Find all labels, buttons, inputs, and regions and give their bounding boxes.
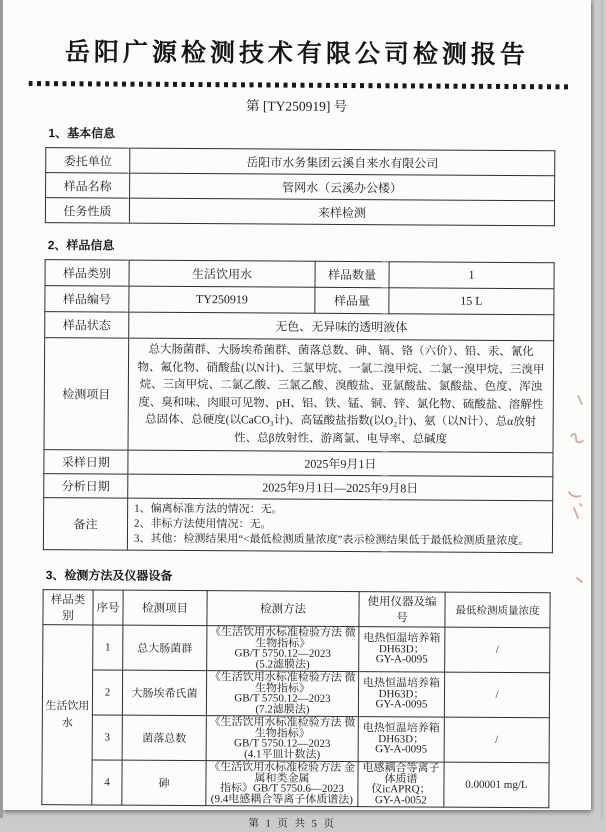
- label-cell: 备注: [43, 498, 127, 551]
- remark-line: 1、偏离标准方法的情况：无。: [134, 502, 283, 516]
- sample-info-table: [43, 259, 555, 553]
- label-cell: 样品量: [315, 287, 389, 313]
- table-row: [43, 625, 550, 673]
- test-item-cell: 总大肠菌群: [123, 625, 207, 671]
- table-row: [42, 760, 549, 808]
- table-row: [43, 498, 552, 553]
- label-cell: 样品数量: [315, 261, 389, 287]
- table-row: [45, 286, 554, 315]
- value-cell: TY250919: [129, 286, 315, 313]
- row-number-cell: 2: [92, 670, 122, 715]
- report-title: 岳阳广源检测技术有限公司检测报告: [64, 38, 530, 70]
- test-item-cell: 菌落总数: [122, 715, 206, 761]
- detection-limit-cell: /: [444, 717, 549, 763]
- instrument-cell: 电感耦合等离子体质谱 仪icAPRQ； GY-A-0052: [358, 762, 444, 808]
- method-cell: 《生活饮用水标准检验方法 微生物指标》 GB/T 5750.12—2023 (4.1平皿计数法): [206, 716, 358, 762]
- label-cell: 样品编号: [45, 286, 129, 313]
- page-number-footer: 第 1 页 共 5 页: [248, 818, 337, 830]
- test-items-cell: 总大肠菌群、大肠埃希菌群、菌落总数、砷、镉、铬（六价）、铅、汞、氰化物、氟化物、硝酸盐(以N计)、三氯甲烷、一氯二溴甲烷、二氯一溴甲烷、三溴甲烷、三卤甲烷、二氯乙酸、三氯乙酸、溴酸盐、亚氯酸盐、氯酸盐、色度、浑浊度、臭和味、肉眼可见物、pH、铝、铁、锰、铜、锌、氯化物、硫酸盐、溶解性总固体、总硬度(以CaCO₃计)、高锰酸盐指数(以O₂计)、氨（以N计）、总α放射性、总β放射性、游离氯、电导率、总碱度: [128, 338, 554, 453]
- value-cell: 2025年9月1日—2025年9月8日: [128, 474, 553, 501]
- table-row: [45, 198, 554, 226]
- section-heading-sample-info: 2、样品信息: [47, 238, 115, 253]
- table-row: [42, 715, 549, 763]
- row-number-cell: 1: [93, 625, 123, 670]
- dotted-rule: [29, 81, 569, 89]
- value-cell: 岳阳市水务集团云溪自来水有限公司: [130, 148, 555, 176]
- value-cell: 无色、无异味的透明液体: [129, 312, 554, 341]
- table-header-row: [43, 590, 550, 628]
- column-header: 最低检测质量浓度: [445, 592, 550, 628]
- basic-info-table: [45, 147, 555, 226]
- value-cell: 管网水（云溪办公楼）: [130, 173, 555, 201]
- section-heading-basic-info: 1、基本信息: [48, 126, 116, 141]
- table-row: [45, 260, 554, 289]
- table-row: [45, 312, 554, 341]
- label-cell: 委托单位: [46, 148, 130, 174]
- value-cell: 2025年9月1日: [128, 450, 553, 477]
- label-cell: 样品名称: [46, 173, 130, 199]
- table-row: [42, 670, 549, 718]
- column-header: 序号: [93, 590, 123, 625]
- remark-line: 3、其他：检测结果用“<最低检测质量浓度”表示检测结果低于最低检测质量浓度。: [133, 532, 530, 548]
- report-number: 第 [TY250919] 号: [245, 98, 348, 114]
- method-cell: 《生活饮用水标准检验方法 金属和类金属 指标》GB/T 5750.6—2023 (9.4电感耦合等离子体质谱法): [206, 761, 358, 807]
- scan-edge-shadow: [0, 0, 3, 818]
- label-cell: 采样日期: [44, 450, 128, 475]
- instrument-cell: 电热恒温培养箱 DH63D； GY-A-0095: [359, 627, 445, 673]
- column-header: 检测项目: [123, 590, 207, 626]
- value-cell: 15 L: [389, 288, 554, 315]
- test-item-cell: 大肠埃希氏菌: [122, 670, 206, 716]
- test-item-cell: 砷: [122, 760, 206, 806]
- column-header: 使用仪器及编号: [359, 592, 445, 628]
- red-ink-marks: [563, 392, 589, 602]
- label-cell: 任务性质: [45, 198, 129, 224]
- label-cell: 检测项目: [44, 338, 129, 451]
- section-heading-methods: 3、检测方法及仪器设备: [45, 568, 173, 583]
- method-cell: 《生活饮用水标准检验方法 微生物指标》 GB/T 5750.12—2023 (7.2滤膜法): [206, 671, 358, 717]
- value-cell: 1: [389, 262, 554, 289]
- table-row: [44, 450, 553, 477]
- label-cell: 样品状态: [45, 312, 129, 339]
- methods-table: [41, 589, 550, 808]
- value-cell: 生活饮用水: [129, 260, 315, 287]
- value-cell: 来样检测: [129, 198, 554, 226]
- remark-line: 2、非标方法使用情况：无。: [134, 517, 272, 531]
- instrument-cell: 电热恒温培养箱 DH63D； GY-A-0095: [358, 672, 444, 718]
- row-number-cell: 3: [92, 715, 122, 760]
- column-header: 检测方法: [207, 591, 359, 627]
- remarks-cell: [127, 498, 552, 553]
- instrument-cell: 电热恒温培养箱 DH63D； GY-A-0095: [358, 717, 444, 763]
- column-header: 样品类别: [43, 590, 93, 625]
- label-cell: 样品类别: [45, 260, 129, 287]
- table-row: [46, 173, 555, 201]
- detection-limit-cell: /: [445, 627, 550, 673]
- table-row: [44, 474, 553, 501]
- method-cell: 《生活饮用水标准检验方法 微生物指标》 GB/T 5750.12—2023 (5.2滤膜法): [207, 626, 359, 672]
- detection-limit-cell: 0.00001 mg/L: [444, 762, 549, 808]
- row-number-cell: 4: [92, 760, 122, 805]
- report-page: [3, 0, 591, 830]
- scan-edge-line: [601, 0, 603, 818]
- table-row: [46, 148, 555, 176]
- detection-limit-cell: /: [444, 672, 549, 718]
- label-cell: 分析日期: [44, 474, 128, 499]
- table-row: [44, 338, 554, 453]
- sample-category-cell: 生活饮用水: [42, 625, 93, 805]
